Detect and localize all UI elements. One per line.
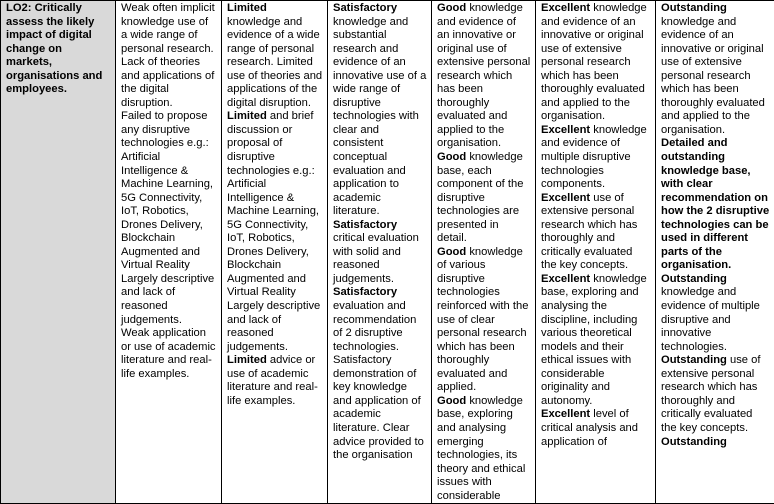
criteria-keyword: Good: [437, 2, 466, 14]
criteria-keyword: Detailed and outstanding knowledge base, with clear recommendation on how the 2 disruptive technologies can be used in different parts of the organisation.: [661, 137, 769, 271]
criteria-keyword: Limited: [227, 110, 267, 122]
criteria-text: level of critical analysis and application of: [541, 408, 638, 447]
learning-outcome-text: LO2: Critically assess the likely impact of digital change on markets, organisations and employees.: [6, 2, 102, 95]
criteria-segment: [661, 436, 770, 450]
criteria-text: and brief discussion or proposal of disruptive technologies e.g.: Artificial Intelligence & Machine Learning, 5G Connectivity, IoT, Robotics, Drones Delivery, Blockchain Augmented and Virtual Reality Largely descriptive and lack of reasoned judgements.: [227, 110, 320, 352]
criteria-text: knowledge and evidence of multiple disruptive and innovative technologies.: [661, 286, 760, 352]
criteria-segment: [227, 2, 323, 110]
criteria-text: use of extensive personal research which has thoroughly and critically evaluated the key concepts.: [661, 354, 760, 434]
criteria-text: knowledge and evidence of a wide range of personal research. Limited use of theories and applications of the digital disruption.: [227, 16, 322, 109]
criteria-keyword: Satisfactory: [333, 286, 397, 298]
criteria-cell-limited: [222, 1, 328, 504]
criteria-text: knowledge base, exploring and analysing the discipline, including various theoretical models and their ethical issues with considerable originality and autonomy.: [541, 273, 647, 407]
criteria-text: knowledge and evidence of multiple disruptive technologies components.: [541, 124, 647, 190]
criteria-keyword: Excellent: [541, 192, 590, 204]
criteria-cell-satisfactory: [328, 1, 432, 504]
criteria-segment: [333, 2, 427, 219]
criteria-keyword: Excellent: [541, 124, 590, 136]
criteria-text: Failed to propose any disruptive technologies e.g.: Artificial Intelligence & Machine Learning, 5G Connectivity, IoT, Robotics, Drones Delivery, Blockchain Augmented and Virtual Reality Largely descriptive and lack of reasoned judgements.: [121, 110, 214, 325]
criteria-segment: [661, 2, 770, 137]
criteria-text: Weak application or use of academic literature and real-life examples.: [121, 327, 216, 380]
criteria-segment: [541, 124, 651, 192]
criteria-keyword: Limited: [227, 2, 267, 14]
learning-outcome-cell: [1, 1, 116, 504]
criteria-keyword: Excellent: [541, 273, 590, 285]
criteria-text: Weak often implicit knowledge use of a wide range of personal research. Lack of theories and applications of the digital disruption.: [121, 2, 215, 109]
criteria-keyword: Limited: [227, 354, 267, 366]
criteria-segment: [121, 110, 217, 327]
criteria-segment: [333, 219, 427, 287]
criteria-cell-outstanding: [656, 1, 774, 504]
criteria-text: critical evaluation with solid and reasoned judgements.: [333, 232, 419, 285]
criteria-keyword: Good: [437, 246, 466, 258]
criteria-text: knowledge and evidence of an innovative or original use of extensive personal research which has been thoroughly evaluated and applied to the organisation.: [437, 2, 530, 149]
criteria-segment: [437, 246, 531, 395]
criteria-segment: [437, 395, 531, 503]
criteria-text: evaluation and recommendation of 2 disruptive technologies. Satisfactory demonstration of key knowledge and application of academic literature. Clear advice provided to the organisation: [333, 300, 424, 461]
criteria-segment: [121, 327, 217, 381]
criteria-segment: [661, 273, 770, 354]
criteria-text: use of extensive personal research which has thoroughly and critically evaluated the key concepts.: [541, 192, 637, 272]
criteria-segment: [541, 408, 651, 449]
criteria-keyword: Outstanding: [661, 354, 727, 366]
criteria-segment: [227, 354, 323, 408]
criteria-segment: [333, 286, 427, 462]
criteria-segment: [437, 151, 531, 246]
criteria-segment: [227, 110, 323, 354]
criteria-keyword: Satisfactory: [333, 2, 397, 14]
criteria-cell-excellent: [536, 1, 656, 504]
criteria-segment: [661, 354, 770, 435]
criteria-cell-good: [432, 1, 536, 504]
criteria-keyword: Outstanding: [661, 273, 727, 285]
criteria-keyword: Good: [437, 395, 466, 407]
criteria-text: advice or use of academic literature and real-life examples.: [227, 354, 318, 407]
rubric-row-lo2: [1, 1, 774, 504]
criteria-keyword: Good: [437, 151, 466, 163]
criteria-keyword: Excellent: [541, 2, 590, 14]
criteria-segment: [437, 2, 531, 151]
criteria-cell-fail: [116, 1, 222, 504]
criteria-segment: [661, 137, 770, 272]
criteria-text: knowledge and evidence of an innovative or original use of extensive personal research which has been thoroughly evaluated and applied to the organisation.: [661, 16, 765, 136]
criteria-keyword: Outstanding: [661, 436, 727, 448]
criteria-keyword: Outstanding: [661, 2, 727, 14]
criteria-keyword: Excellent: [541, 408, 590, 420]
criteria-text: knowledge base, each component of the disruptive technologies are presented in detail.: [437, 151, 523, 244]
criteria-segment: [121, 2, 217, 110]
criteria-text: knowledge and substantial research and evidence of an innovative use of a wide range of disruptive technologies with clear and consistent conceptual evaluation and application to academic literature.: [333, 16, 426, 218]
criteria-text: knowledge base, exploring and analysing emerging technologies, its theory and ethical issues with considerable: [437, 395, 525, 502]
criteria-text: knowledge of various disruptive technologies reinforced with the use of clear personal research which has been thoroughly evaluated and applied.: [437, 246, 528, 393]
criteria-text: knowledge and evidence of an innovative or original use of extensive personal research which has been thoroughly evaluated and applied to the organisation.: [541, 2, 647, 122]
criteria-segment: [541, 2, 651, 124]
criteria-segment: [541, 273, 651, 408]
criteria-segment: [541, 192, 651, 273]
criteria-keyword: Satisfactory: [333, 219, 397, 231]
